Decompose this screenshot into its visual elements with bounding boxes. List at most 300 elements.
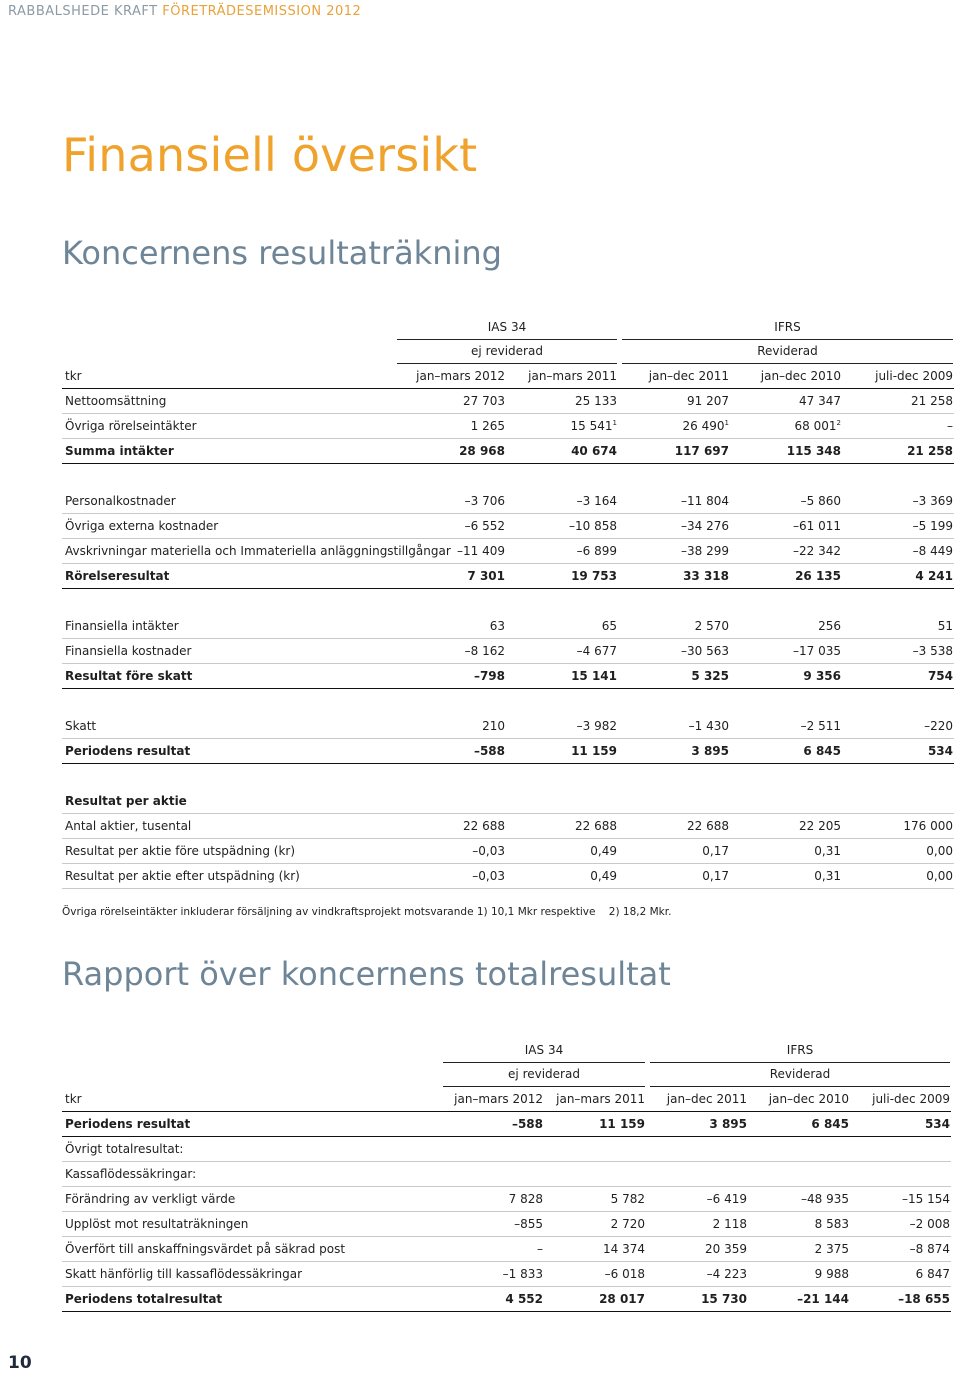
group-header-row	[62, 1039, 951, 1063]
table-row	[62, 1287, 951, 1312]
value-text: –11 804	[681, 494, 729, 508]
group-ias34-status: ej reviderad	[443, 1063, 645, 1087]
group-subheader-row	[62, 1063, 951, 1087]
value-text: –8 874	[909, 1242, 950, 1256]
value-text: –0,03	[472, 844, 505, 858]
cell-value	[512, 1112, 543, 1136]
row-label: Resultat per aktie före utspädning (kr)	[65, 844, 296, 858]
column-header: jan–mars 2011	[528, 369, 617, 383]
cell-value	[691, 664, 729, 688]
value-text: 20 359	[705, 1242, 747, 1256]
table-row	[62, 814, 954, 839]
row-label: Övrigt totalresultat:	[65, 1142, 184, 1156]
value-text: –8 162	[464, 644, 505, 658]
footnote-ref: 1	[612, 419, 617, 427]
value-text: 14 374	[603, 1242, 645, 1256]
value-text: 176 000	[903, 819, 953, 833]
cell-value	[701, 1287, 747, 1311]
cell-value	[702, 864, 729, 888]
income-statement-title: Koncernens resultaträkning	[62, 234, 502, 272]
value-text: –3 982	[576, 719, 617, 733]
value-text: 7 828	[508, 1192, 543, 1206]
comprehensive-income-body	[62, 1112, 951, 1312]
table-row	[62, 664, 954, 689]
cell-value	[928, 664, 953, 688]
cell-value	[915, 564, 953, 588]
value-text: 25 133	[575, 394, 617, 408]
value-text: –17 035	[793, 644, 841, 658]
table-row	[62, 839, 954, 864]
value-text: 9 988	[814, 1267, 849, 1281]
value-text: –8 449	[912, 544, 953, 558]
value-text: 534	[927, 744, 953, 758]
value-text: 28 017	[599, 1292, 645, 1306]
row-label: Summa intäkter	[65, 444, 174, 458]
spacer-row	[62, 689, 954, 714]
cell-value	[571, 564, 617, 588]
cell-value	[571, 739, 617, 763]
table-row	[62, 539, 954, 564]
value-text: –1 833	[502, 1267, 543, 1281]
cell-value	[707, 1262, 747, 1286]
value-text: –48 935	[801, 1192, 849, 1206]
group-ias34-status: ej reviderad	[397, 340, 617, 364]
footnote: Övriga rörelseintäkter inkluderar försäljning av vindkraftsprojekt motsvarande 1) 10,1 Mkr respektive 2) 18,2 Mkr.	[62, 906, 672, 918]
row-label: Skatt hänförlig till kassaflödessäkringar	[65, 1267, 303, 1281]
cell-value	[814, 864, 841, 888]
value-text: 2 375	[814, 1242, 849, 1256]
cell-value	[910, 1237, 950, 1261]
footnote-ref: 1	[724, 419, 729, 427]
table-row	[62, 439, 954, 464]
cell-value	[795, 564, 841, 588]
cell-value	[602, 614, 617, 638]
cell-value	[797, 1287, 849, 1311]
cell-value	[926, 839, 953, 863]
value-text: 0,31	[814, 869, 841, 883]
value-text: 0,00	[926, 869, 953, 883]
value-text: 2 720	[610, 1217, 645, 1231]
cell-value	[702, 839, 729, 863]
value-text: 7 301	[467, 569, 505, 583]
value-text: –2 511	[800, 719, 841, 733]
cell-value	[913, 639, 953, 663]
cell-value	[474, 664, 505, 688]
cell-value	[683, 414, 729, 438]
value-text: –6 419	[706, 1192, 747, 1206]
value-text: 6 845	[803, 744, 841, 758]
value-text: 26 135	[795, 569, 841, 583]
column-header: jan–mars 2012	[416, 369, 505, 383]
table-row	[62, 389, 954, 414]
value-text: –	[537, 1242, 543, 1256]
table-row	[62, 614, 954, 639]
cell-value	[924, 714, 953, 738]
group-ifrs: IFRS	[650, 1039, 950, 1063]
cell-value	[577, 714, 617, 738]
value-text: 9 356	[803, 669, 841, 683]
cell-value	[514, 1212, 543, 1236]
value-text: 0,49	[590, 844, 617, 858]
value-text: 3 895	[709, 1117, 747, 1131]
cell-value	[903, 814, 953, 838]
value-text: 40 674	[571, 444, 617, 458]
value-text: 21 258	[911, 394, 953, 408]
cell-value	[471, 414, 505, 438]
value-text: 19 753	[571, 569, 617, 583]
comprehensive-income-table	[62, 1039, 951, 1312]
value-text: –2 008	[909, 1217, 950, 1231]
cell-value	[925, 1112, 950, 1136]
value-text: 210	[482, 719, 505, 733]
cell-value	[603, 1237, 645, 1261]
value-text: 115 348	[786, 444, 841, 458]
table-row	[62, 1262, 951, 1287]
row-label: Antal aktier, tusental	[65, 819, 192, 833]
spacer-row	[62, 764, 954, 789]
cell-value	[707, 1187, 747, 1211]
value-text: 3 895	[691, 744, 729, 758]
value-text: 51	[937, 619, 953, 633]
page-number: 10	[8, 1353, 32, 1373]
cell-value	[569, 514, 617, 538]
cell-value	[599, 1112, 645, 1136]
value-text: 6 845	[811, 1117, 849, 1131]
cell-value	[577, 639, 617, 663]
row-label: Överfört till anskaffningsvärdet på säkrad post	[65, 1242, 346, 1256]
cell-value	[793, 639, 841, 663]
cell-value	[818, 614, 841, 638]
value-text: –21 144	[797, 1292, 849, 1306]
value-text: –6 899	[576, 544, 617, 558]
row-label: Upplöst mot resultaträkningen	[65, 1217, 249, 1231]
cell-value	[928, 739, 953, 763]
cell-value	[509, 1187, 543, 1211]
row-label: Periodens totalresultat	[65, 1292, 223, 1306]
cell-value	[472, 864, 505, 888]
value-text: –4 677	[576, 644, 617, 658]
cell-value	[799, 389, 841, 413]
cell-value	[687, 389, 729, 413]
value-text: 2 118	[712, 1217, 747, 1231]
value-text: 27 703	[463, 394, 505, 408]
cell-value	[577, 539, 617, 563]
column-header-row	[62, 364, 954, 389]
cell-value	[503, 1262, 543, 1286]
cell-value	[910, 1212, 950, 1236]
value-text: 21 258	[907, 444, 953, 458]
value-text: –1 430	[688, 719, 729, 733]
value-text: –34 276	[681, 519, 729, 533]
column-header: juli-dec 2009	[872, 1092, 950, 1106]
cell-value	[605, 1262, 645, 1286]
value-text: –6 018	[604, 1267, 645, 1281]
cell-value	[590, 864, 617, 888]
group-subheader-row	[62, 340, 954, 364]
table-row	[62, 1212, 951, 1237]
group-ias34: IAS 34	[397, 316, 617, 340]
cell-value	[590, 839, 617, 863]
cell-value	[681, 489, 729, 513]
cell-value	[907, 439, 953, 463]
value-text: 117 697	[674, 444, 729, 458]
value-text: –220	[924, 719, 953, 733]
value-text: –38 299	[681, 544, 729, 558]
value-text: –4 223	[706, 1267, 747, 1281]
value-text: 22 688	[575, 819, 617, 833]
value-text: 26 490	[682, 419, 725, 433]
value-text: 91 207	[687, 394, 729, 408]
value-text: 15 141	[571, 669, 617, 683]
cell-value	[611, 1187, 645, 1211]
value-text: 47 347	[799, 394, 841, 408]
column-header: jan–dec 2010	[768, 1092, 849, 1106]
value-text: 33 318	[683, 569, 729, 583]
value-text: 754	[927, 669, 953, 683]
value-text: –3 369	[912, 494, 953, 508]
cell-value	[815, 1237, 849, 1261]
running-header	[8, 4, 361, 19]
column-header: jan–mars 2012	[454, 1092, 543, 1106]
row-label: Avskrivningar materiella och Immateriella anläggningstillgångar	[65, 544, 451, 558]
value-text: 6 847	[915, 1267, 950, 1281]
value-text: 0,31	[814, 844, 841, 858]
cell-value	[947, 414, 953, 438]
cell-value	[463, 389, 505, 413]
value-text: 2 570	[694, 619, 729, 633]
value-text: 0,17	[702, 844, 729, 858]
cell-value	[474, 739, 505, 763]
value-text: 22 205	[799, 819, 841, 833]
value-text: –588	[473, 744, 505, 758]
value-text: –30 563	[681, 644, 729, 658]
cell-value	[571, 439, 617, 463]
cell-value	[898, 1287, 950, 1311]
cell-value	[482, 714, 505, 738]
cell-value	[787, 439, 841, 463]
value-text: 63	[489, 619, 505, 633]
row-label: Skatt	[65, 719, 97, 733]
table-row	[62, 564, 954, 589]
row-label: Periodens resultat	[65, 744, 191, 758]
cell-value	[465, 639, 505, 663]
row-label: Nettoomsättning	[65, 394, 167, 408]
row-label: Finansiella kostnader	[65, 644, 192, 658]
cell-value	[801, 714, 841, 738]
value-text: –3 538	[912, 644, 953, 658]
cell-value	[691, 739, 729, 763]
column-header: jan–dec 2011	[666, 1092, 747, 1106]
cell-value	[681, 539, 729, 563]
value-text: 256	[818, 619, 841, 633]
value-text: 15 541	[570, 419, 613, 433]
table-row	[62, 1187, 951, 1212]
cell-value	[571, 664, 617, 688]
column-header: jan–mars 2011	[556, 1092, 645, 1106]
cell-value	[577, 489, 617, 513]
cell-value	[505, 1287, 543, 1311]
value-text: –3 164	[576, 494, 617, 508]
row-label: Rörelseresultat	[65, 569, 170, 583]
header-document: FÖRETRÄDESEMISSION 2012	[162, 4, 362, 19]
table-row	[62, 714, 954, 739]
cell-value	[705, 1237, 747, 1261]
unit-label: tkr	[65, 1092, 82, 1106]
cell-value	[683, 564, 729, 588]
cell-value	[801, 489, 841, 513]
cell-value	[902, 1187, 950, 1211]
cell-value	[689, 714, 729, 738]
value-text: 534	[924, 1117, 950, 1131]
value-text: 0,49	[590, 869, 617, 883]
value-text: –10 858	[569, 519, 617, 533]
table-row	[62, 489, 954, 514]
spacer-row	[62, 464, 954, 489]
cell-value	[465, 489, 505, 513]
cell-value	[537, 1237, 543, 1261]
cell-value	[681, 514, 729, 538]
value-text: –5 860	[800, 494, 841, 508]
table-row	[62, 514, 954, 539]
row-label: Finansiella intäkter	[65, 619, 179, 633]
column-header: jan–dec 2010	[760, 369, 841, 383]
unit-label: tkr	[65, 369, 82, 383]
value-text: 28 968	[459, 444, 505, 458]
value-text: –11 409	[457, 544, 505, 558]
group-ifrs-status: Reviderad	[622, 340, 953, 364]
table-row	[62, 1162, 951, 1187]
column-header: jan–dec 2011	[648, 369, 729, 383]
comprehensive-income-title: Rapport över koncernens totalresultat	[62, 955, 671, 993]
cell-value	[803, 739, 841, 763]
row-label: Förändring av verkligt värde	[65, 1192, 236, 1206]
value-text: 4 552	[505, 1292, 543, 1306]
cell-value	[611, 1212, 645, 1236]
cell-value	[713, 1212, 747, 1236]
cell-value	[575, 814, 617, 838]
page-title: Finansiell översikt	[62, 128, 478, 182]
row-label: Periodens resultat	[65, 1117, 191, 1131]
header-company: RABBALSHEDE KRAFT	[8, 4, 158, 19]
cell-value	[811, 1112, 849, 1136]
cell-value	[815, 1262, 849, 1286]
group-ifrs-status: Reviderad	[650, 1063, 950, 1087]
cell-value	[575, 389, 617, 413]
table-row	[62, 739, 954, 764]
value-text: 65	[601, 619, 617, 633]
cell-value	[938, 614, 953, 638]
value-text: 5 325	[691, 669, 729, 683]
cell-value	[599, 1287, 645, 1311]
footnote-ref: 2	[836, 419, 841, 427]
column-header: juli-dec 2009	[875, 369, 953, 383]
value-text: 11 159	[599, 1117, 645, 1131]
cell-value	[913, 514, 953, 538]
cell-value	[681, 639, 729, 663]
table-row	[62, 864, 954, 889]
value-text: –855	[514, 1217, 543, 1231]
cell-value	[916, 1262, 950, 1286]
cell-value	[803, 664, 841, 688]
spacer-row	[62, 589, 954, 614]
cell-value	[709, 1112, 747, 1136]
value-text: 4 241	[915, 569, 953, 583]
row-label: Övriga rörelseintäkter	[65, 419, 197, 433]
value-text: –15 154	[902, 1192, 950, 1206]
value-text: 11 159	[571, 744, 617, 758]
row-label: Resultat per aktie	[65, 794, 187, 808]
cell-value	[801, 1187, 849, 1211]
cell-value	[793, 539, 841, 563]
cell-value	[695, 614, 729, 638]
cell-value	[799, 814, 841, 838]
column-header-row	[62, 1087, 951, 1112]
value-text: 0,17	[702, 869, 729, 883]
value-text: –6 552	[464, 519, 505, 533]
cell-value	[815, 1212, 849, 1236]
value-text: 5 782	[610, 1192, 645, 1206]
cell-value	[459, 439, 505, 463]
value-text: 15 730	[701, 1292, 747, 1306]
value-text: –0,03	[472, 869, 505, 883]
table-row	[62, 414, 954, 439]
row-label: Resultat före skatt	[65, 669, 193, 683]
value-text: –	[947, 419, 953, 433]
cell-value	[911, 389, 953, 413]
cell-value	[913, 539, 953, 563]
cell-value	[465, 514, 505, 538]
cell-value	[814, 839, 841, 863]
value-text: –61 011	[793, 519, 841, 533]
cell-value	[793, 514, 841, 538]
cell-value	[926, 864, 953, 888]
cell-value	[463, 814, 505, 838]
value-text: –18 655	[898, 1292, 950, 1306]
row-label: Resultat per aktie efter utspädning (kr)	[65, 869, 300, 883]
table-row	[62, 1237, 951, 1262]
table-row	[62, 1112, 951, 1137]
cell-value	[472, 839, 505, 863]
table-row	[62, 789, 954, 814]
table-row	[62, 639, 954, 664]
cell-value	[457, 539, 505, 563]
value-text: –3 706	[464, 494, 505, 508]
row-label: Övriga externa kostnader	[65, 519, 219, 533]
value-text: –5 199	[912, 519, 953, 533]
group-ifrs: IFRS	[622, 316, 953, 340]
value-text: 22 688	[463, 819, 505, 833]
row-label: Personalkostnader	[65, 494, 176, 508]
cell-value	[675, 439, 729, 463]
cell-value	[795, 414, 841, 438]
cell-value	[571, 414, 617, 438]
value-text: 1 265	[470, 419, 505, 433]
cell-value	[913, 489, 953, 513]
row-label: Kassaflödessäkringar:	[65, 1167, 197, 1181]
value-text: 22 688	[687, 819, 729, 833]
value-text: –22 342	[793, 544, 841, 558]
income-statement-body	[62, 389, 954, 889]
group-header-row	[62, 316, 954, 340]
value-text: 8 583	[814, 1217, 849, 1231]
cell-value	[687, 814, 729, 838]
income-statement-table	[62, 316, 954, 889]
value-text: 0,00	[926, 844, 953, 858]
value-text: –588	[511, 1117, 543, 1131]
cell-value	[490, 614, 505, 638]
value-text: 68 001	[794, 419, 837, 433]
table-row	[62, 1137, 951, 1162]
